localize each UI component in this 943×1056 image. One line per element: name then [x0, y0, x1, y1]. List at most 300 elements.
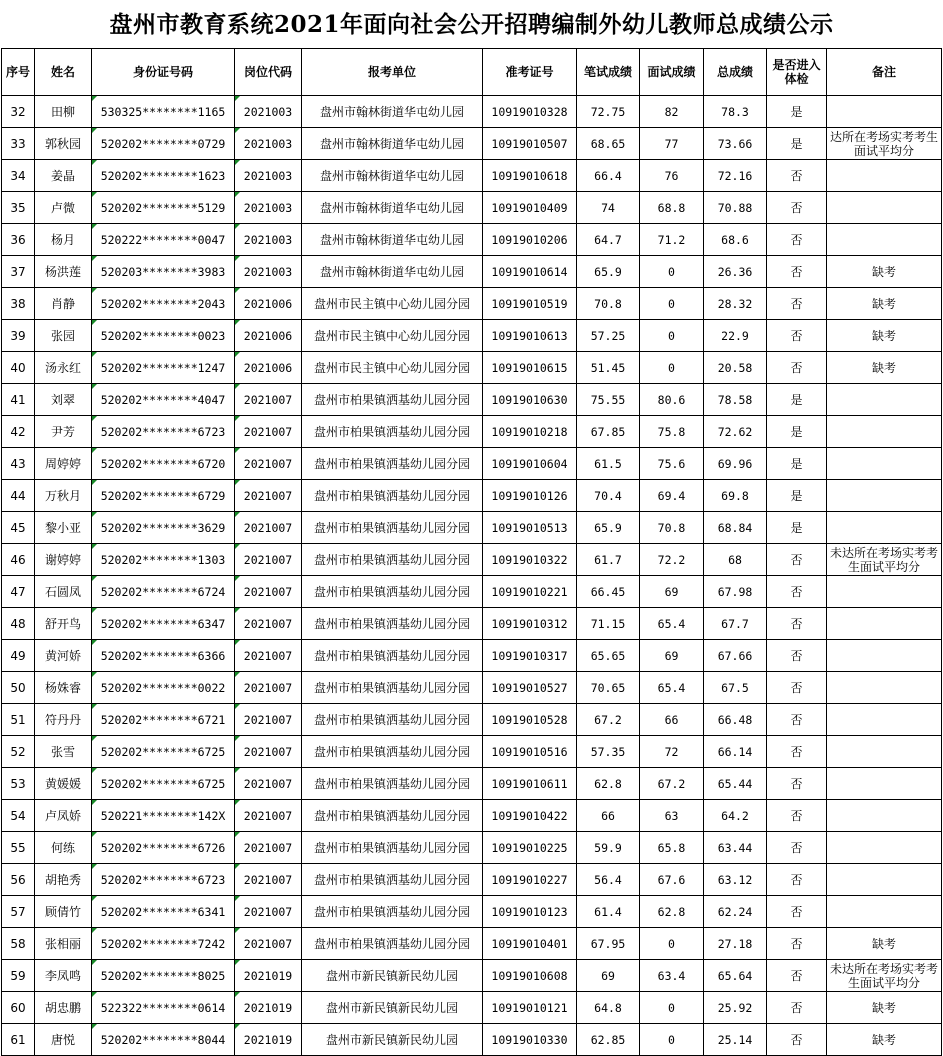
cell-post-code: 2021007: [235, 704, 302, 736]
table-row: [2, 160, 942, 192]
cell-written-score: 66.4: [577, 160, 640, 192]
cell-remark: 未达所在考场实考考生面试平均分: [827, 960, 942, 992]
cell-post-code: 2021003: [235, 128, 302, 160]
cell-written-score: 61.7: [577, 544, 640, 576]
cell-written-score: 67.95: [577, 928, 640, 960]
cell-unit: 盘州市柏果镇洒基幼儿园分园: [302, 768, 483, 800]
table-row: [2, 256, 942, 288]
cell-post-code: 2021007: [235, 544, 302, 576]
table-row: [2, 448, 942, 480]
cell-id-number: 520202********6725: [92, 768, 235, 800]
table-row: [2, 416, 942, 448]
cell-total-score: 26.36: [704, 256, 767, 288]
header-written-score: 笔试成绩: [577, 49, 640, 96]
cell-id-number: 520202********6347: [92, 608, 235, 640]
cell-remark: [827, 192, 942, 224]
cell-id-number: 520221********142X: [92, 800, 235, 832]
cell-unit: 盘州市柏果镇洒基幼儿园分园: [302, 512, 483, 544]
cell-exam-number: 10919010322: [483, 544, 577, 576]
table-row: [2, 608, 942, 640]
cell-medical-check: 是: [767, 448, 827, 480]
cell-name: 唐悦: [35, 1024, 92, 1056]
cell-post-code: 2021007: [235, 416, 302, 448]
cell-unit: 盘州市翰林街道华屯幼儿园: [302, 256, 483, 288]
cell-id-number: 520202********6723: [92, 416, 235, 448]
cell-unit: 盘州市柏果镇洒基幼儿园分园: [302, 864, 483, 896]
cell-unit: 盘州市柏果镇洒基幼儿园分园: [302, 800, 483, 832]
table-row: [2, 1024, 942, 1056]
cell-remark: [827, 160, 942, 192]
cell-index: 49: [2, 640, 35, 672]
cell-total-score: 70.88: [704, 192, 767, 224]
cell-index: 36: [2, 224, 35, 256]
cell-unit: 盘州市柏果镇洒基幼儿园分园: [302, 832, 483, 864]
cell-unit: 盘州市柏果镇洒基幼儿园分园: [302, 448, 483, 480]
cell-index: 55: [2, 832, 35, 864]
cell-written-score: 67.85: [577, 416, 640, 448]
cell-remark: [827, 416, 942, 448]
cell-unit: 盘州市民主镇中心幼儿园分园: [302, 288, 483, 320]
cell-interview-score: 69.4: [640, 480, 704, 512]
cell-written-score: 75.55: [577, 384, 640, 416]
header-interview-score: 面试成绩: [640, 49, 704, 96]
cell-interview-score: 0: [640, 352, 704, 384]
cell-id-number: 520202********6729: [92, 480, 235, 512]
cell-interview-score: 0: [640, 928, 704, 960]
cell-exam-number: 10919010225: [483, 832, 577, 864]
cell-name: 黎小亚: [35, 512, 92, 544]
cell-total-score: 66.48: [704, 704, 767, 736]
cell-written-score: 72.75: [577, 96, 640, 128]
cell-exam-number: 10919010328: [483, 96, 577, 128]
cell-interview-score: 63.4: [640, 960, 704, 992]
cell-index: 44: [2, 480, 35, 512]
cell-post-code: 2021007: [235, 576, 302, 608]
cell-name: 杨姝睿: [35, 672, 92, 704]
cell-id-number: 520202********8025: [92, 960, 235, 992]
cell-id-number: 520202********6366: [92, 640, 235, 672]
cell-interview-score: 82: [640, 96, 704, 128]
cell-total-score: 25.92: [704, 992, 767, 1024]
cell-name: 胡艳秀: [35, 864, 92, 896]
cell-post-code: 2021007: [235, 832, 302, 864]
cell-index: 58: [2, 928, 35, 960]
cell-remark: [827, 768, 942, 800]
cell-post-code: 2021003: [235, 160, 302, 192]
cell-medical-check: 否: [767, 960, 827, 992]
cell-written-score: 67.2: [577, 704, 640, 736]
cell-id-number: 520202********5129: [92, 192, 235, 224]
cell-total-score: 67.66: [704, 640, 767, 672]
cell-medical-check: 否: [767, 1024, 827, 1056]
cell-remark: [827, 224, 942, 256]
cell-id-number: 520202********6725: [92, 736, 235, 768]
cell-medical-check: 否: [767, 992, 827, 1024]
cell-remark: 达所在考场实考考生面试平均分: [827, 128, 942, 160]
cell-id-number: 520202********2043: [92, 288, 235, 320]
cell-id-number: 520202********3629: [92, 512, 235, 544]
cell-post-code: 2021003: [235, 96, 302, 128]
cell-total-score: 63.44: [704, 832, 767, 864]
cell-id-number: 520202********8044: [92, 1024, 235, 1056]
cell-total-score: 68: [704, 544, 767, 576]
table-row: [2, 896, 942, 928]
cell-index: 57: [2, 896, 35, 928]
cell-total-score: 68.84: [704, 512, 767, 544]
header-id-number: 身份证号码: [92, 49, 235, 96]
cell-index: 52: [2, 736, 35, 768]
cell-name: 杨月: [35, 224, 92, 256]
cell-written-score: 64.7: [577, 224, 640, 256]
cell-post-code: 2021007: [235, 608, 302, 640]
cell-unit: 盘州市柏果镇洒基幼儿园分园: [302, 896, 483, 928]
cell-remark: [827, 896, 942, 928]
cell-post-code: 2021019: [235, 960, 302, 992]
cell-interview-score: 75.8: [640, 416, 704, 448]
cell-post-code: 2021006: [235, 288, 302, 320]
cell-medical-check: 是: [767, 512, 827, 544]
cell-post-code: 2021007: [235, 864, 302, 896]
cell-medical-check: 否: [767, 864, 827, 896]
cell-remark: [827, 384, 942, 416]
cell-index: 59: [2, 960, 35, 992]
table-row: [2, 800, 942, 832]
cell-remark: 缺考: [827, 352, 942, 384]
cell-post-code: 2021007: [235, 896, 302, 928]
cell-remark: [827, 512, 942, 544]
cell-total-score: 62.24: [704, 896, 767, 928]
cell-medical-check: 是: [767, 96, 827, 128]
cell-index: 50: [2, 672, 35, 704]
cell-written-score: 74: [577, 192, 640, 224]
cell-interview-score: 72.2: [640, 544, 704, 576]
cell-index: 33: [2, 128, 35, 160]
cell-name: 卢微: [35, 192, 92, 224]
cell-written-score: 70.65: [577, 672, 640, 704]
cell-exam-number: 10919010614: [483, 256, 577, 288]
cell-unit: 盘州市柏果镇洒基幼儿园分园: [302, 672, 483, 704]
cell-remark: 缺考: [827, 288, 942, 320]
cell-medical-check: 否: [767, 640, 827, 672]
table-row: [2, 192, 942, 224]
cell-written-score: 66.45: [577, 576, 640, 608]
cell-interview-score: 0: [640, 992, 704, 1024]
table-row: [2, 928, 942, 960]
cell-index: 61: [2, 1024, 35, 1056]
cell-index: 47: [2, 576, 35, 608]
cell-exam-number: 10919010613: [483, 320, 577, 352]
cell-written-score: 61.5: [577, 448, 640, 480]
header-post-code: 岗位代码: [235, 49, 302, 96]
score-table: [1, 48, 942, 1056]
cell-written-score: 70.8: [577, 288, 640, 320]
cell-unit: 盘州市柏果镇洒基幼儿园分园: [302, 640, 483, 672]
table-row: [2, 288, 942, 320]
cell-id-number: 530325********1165: [92, 96, 235, 128]
cell-unit: 盘州市柏果镇洒基幼儿园分园: [302, 384, 483, 416]
cell-exam-number: 10919010126: [483, 480, 577, 512]
cell-exam-number: 10919010604: [483, 448, 577, 480]
cell-post-code: 2021007: [235, 928, 302, 960]
cell-unit: 盘州市柏果镇洒基幼儿园分园: [302, 928, 483, 960]
cell-post-code: 2021003: [235, 192, 302, 224]
cell-id-number: 520202********0023: [92, 320, 235, 352]
table-row: [2, 672, 942, 704]
cell-exam-number: 10919010123: [483, 896, 577, 928]
cell-remark: [827, 640, 942, 672]
cell-remark: [827, 576, 942, 608]
header-name: 姓名: [35, 49, 92, 96]
cell-written-score: 66: [577, 800, 640, 832]
cell-name: 石圆凤: [35, 576, 92, 608]
cell-index: 60: [2, 992, 35, 1024]
cell-written-score: 64.8: [577, 992, 640, 1024]
cell-total-score: 28.32: [704, 288, 767, 320]
cell-name: 万秋月: [35, 480, 92, 512]
cell-id-number: 520202********1303: [92, 544, 235, 576]
cell-name: 尹芳: [35, 416, 92, 448]
cell-exam-number: 10919010611: [483, 768, 577, 800]
cell-written-score: 61.4: [577, 896, 640, 928]
cell-total-score: 65.44: [704, 768, 767, 800]
cell-written-score: 71.15: [577, 608, 640, 640]
cell-index: 42: [2, 416, 35, 448]
cell-id-number: 520202********1247: [92, 352, 235, 384]
cell-interview-score: 68.8: [640, 192, 704, 224]
table-row: [2, 544, 942, 576]
cell-medical-check: 否: [767, 288, 827, 320]
cell-total-score: 67.5: [704, 672, 767, 704]
cell-written-score: 65.9: [577, 256, 640, 288]
cell-remark: [827, 800, 942, 832]
cell-exam-number: 10919010528: [483, 704, 577, 736]
cell-name: 舒开鸟: [35, 608, 92, 640]
table-row: [2, 864, 942, 896]
cell-exam-number: 10919010513: [483, 512, 577, 544]
cell-medical-check: 否: [767, 256, 827, 288]
cell-name: 黄媛媛: [35, 768, 92, 800]
cell-index: 51: [2, 704, 35, 736]
cell-medical-check: 否: [767, 704, 827, 736]
cell-id-number: 520202********6721: [92, 704, 235, 736]
table-row: [2, 704, 942, 736]
cell-exam-number: 10919010608: [483, 960, 577, 992]
cell-total-score: 67.98: [704, 576, 767, 608]
cell-index: 54: [2, 800, 35, 832]
cell-post-code: 2021019: [235, 1024, 302, 1056]
cell-post-code: 2021006: [235, 352, 302, 384]
cell-name: 符丹丹: [35, 704, 92, 736]
cell-id-number: 520202********7242: [92, 928, 235, 960]
cell-index: 34: [2, 160, 35, 192]
cell-total-score: 69.96: [704, 448, 767, 480]
cell-interview-score: 67.6: [640, 864, 704, 896]
cell-interview-score: 0: [640, 1024, 704, 1056]
cell-remark: [827, 608, 942, 640]
cell-post-code: 2021007: [235, 640, 302, 672]
table-row: [2, 512, 942, 544]
cell-medical-check: 否: [767, 576, 827, 608]
cell-unit: 盘州市柏果镇洒基幼儿园分园: [302, 416, 483, 448]
cell-unit: 盘州市翰林街道华屯幼儿园: [302, 160, 483, 192]
cell-unit: 盘州市翰林街道华屯幼儿园: [302, 192, 483, 224]
cell-interview-score: 76: [640, 160, 704, 192]
cell-exam-number: 10919010312: [483, 608, 577, 640]
cell-total-score: 78.58: [704, 384, 767, 416]
cell-id-number: 520202********0022: [92, 672, 235, 704]
cell-interview-score: 0: [640, 256, 704, 288]
cell-name: 刘翠: [35, 384, 92, 416]
cell-unit: 盘州市新民镇新民幼儿园: [302, 1024, 483, 1056]
cell-index: 40: [2, 352, 35, 384]
cell-exam-number: 10919010618: [483, 160, 577, 192]
cell-written-score: 51.45: [577, 352, 640, 384]
cell-written-score: 59.9: [577, 832, 640, 864]
cell-medical-check: 是: [767, 480, 827, 512]
cell-total-score: 27.18: [704, 928, 767, 960]
cell-exam-number: 10919010330: [483, 1024, 577, 1056]
cell-name: 张园: [35, 320, 92, 352]
cell-name: 顾倩竹: [35, 896, 92, 928]
cell-name: 黄河娇: [35, 640, 92, 672]
cell-id-number: 520202********1623: [92, 160, 235, 192]
cell-exam-number: 10919010507: [483, 128, 577, 160]
cell-unit: 盘州市柏果镇洒基幼儿园分园: [302, 480, 483, 512]
cell-name: 谢婷婷: [35, 544, 92, 576]
cell-remark: [827, 672, 942, 704]
cell-name: 李凤鸣: [35, 960, 92, 992]
cell-exam-number: 10919010630: [483, 384, 577, 416]
cell-unit: 盘州市新民镇新民幼儿园: [302, 960, 483, 992]
cell-id-number: 520202********6723: [92, 864, 235, 896]
cell-post-code: 2021019: [235, 992, 302, 1024]
cell-exam-number: 10919010409: [483, 192, 577, 224]
cell-post-code: 2021007: [235, 800, 302, 832]
cell-id-number: 520202********6726: [92, 832, 235, 864]
cell-id-number: 520202********6341: [92, 896, 235, 928]
cell-total-score: 66.14: [704, 736, 767, 768]
cell-medical-check: 否: [767, 896, 827, 928]
cell-remark: 缺考: [827, 992, 942, 1024]
table-row: [2, 352, 942, 384]
cell-index: 48: [2, 608, 35, 640]
cell-total-score: 72.62: [704, 416, 767, 448]
cell-exam-number: 10919010422: [483, 800, 577, 832]
cell-total-score: 22.9: [704, 320, 767, 352]
cell-unit: 盘州市柏果镇洒基幼儿园分园: [302, 736, 483, 768]
cell-post-code: 2021007: [235, 480, 302, 512]
cell-remark: [827, 832, 942, 864]
cell-remark: [827, 480, 942, 512]
cell-medical-check: 否: [767, 320, 827, 352]
cell-remark: [827, 704, 942, 736]
cell-total-score: 69.8: [704, 480, 767, 512]
cell-unit: 盘州市柏果镇洒基幼儿园分园: [302, 544, 483, 576]
cell-post-code: 2021007: [235, 768, 302, 800]
cell-id-number: 520202********6724: [92, 576, 235, 608]
table-header-row: [2, 49, 942, 96]
cell-unit: 盘州市柏果镇洒基幼儿园分园: [302, 608, 483, 640]
cell-name: 卢凤娇: [35, 800, 92, 832]
cell-medical-check: 是: [767, 384, 827, 416]
cell-exam-number: 10919010615: [483, 352, 577, 384]
cell-exam-number: 10919010527: [483, 672, 577, 704]
cell-name: 肖静: [35, 288, 92, 320]
cell-exam-number: 10919010221: [483, 576, 577, 608]
cell-written-score: 65.9: [577, 512, 640, 544]
cell-exam-number: 10919010218: [483, 416, 577, 448]
table-row: [2, 384, 942, 416]
cell-medical-check: 否: [767, 768, 827, 800]
cell-written-score: 65.65: [577, 640, 640, 672]
cell-unit: 盘州市民主镇中心幼儿园分园: [302, 352, 483, 384]
cell-name: 何练: [35, 832, 92, 864]
header-unit: 报考单位: [302, 49, 483, 96]
cell-remark: 未达所在考场实考考生面试平均分: [827, 544, 942, 576]
table-row: [2, 480, 942, 512]
cell-remark: [827, 96, 942, 128]
cell-written-score: 62.85: [577, 1024, 640, 1056]
cell-medical-check: 否: [767, 544, 827, 576]
cell-interview-score: 67.2: [640, 768, 704, 800]
cell-total-score: 20.58: [704, 352, 767, 384]
cell-name: 周婷婷: [35, 448, 92, 480]
cell-index: 37: [2, 256, 35, 288]
cell-exam-number: 10919010206: [483, 224, 577, 256]
cell-exam-number: 10919010401: [483, 928, 577, 960]
cell-index: 43: [2, 448, 35, 480]
table-body: [2, 96, 942, 1056]
cell-medical-check: 否: [767, 192, 827, 224]
cell-interview-score: 0: [640, 288, 704, 320]
cell-post-code: 2021006: [235, 320, 302, 352]
table-row: [2, 736, 942, 768]
cell-remark: 缺考: [827, 1024, 942, 1056]
cell-id-number: 520202********4047: [92, 384, 235, 416]
table-row: [2, 128, 942, 160]
cell-remark: 缺考: [827, 928, 942, 960]
header-medical-check: 是否进入体检: [767, 49, 827, 96]
cell-interview-score: 65.8: [640, 832, 704, 864]
cell-medical-check: 否: [767, 672, 827, 704]
cell-total-score: 25.14: [704, 1024, 767, 1056]
cell-index: 46: [2, 544, 35, 576]
cell-index: 39: [2, 320, 35, 352]
cell-written-score: 69: [577, 960, 640, 992]
cell-remark: 缺考: [827, 256, 942, 288]
table-row: [2, 992, 942, 1024]
cell-interview-score: 77: [640, 128, 704, 160]
cell-medical-check: 是: [767, 128, 827, 160]
cell-name: 张相丽: [35, 928, 92, 960]
cell-exam-number: 10919010317: [483, 640, 577, 672]
cell-interview-score: 71.2: [640, 224, 704, 256]
cell-index: 35: [2, 192, 35, 224]
cell-post-code: 2021007: [235, 448, 302, 480]
cell-total-score: 63.12: [704, 864, 767, 896]
cell-exam-number: 10919010227: [483, 864, 577, 896]
cell-total-score: 72.16: [704, 160, 767, 192]
table-row: [2, 576, 942, 608]
cell-name: 田柳: [35, 96, 92, 128]
cell-interview-score: 72: [640, 736, 704, 768]
cell-remark: 缺考: [827, 320, 942, 352]
cell-id-number: 520222********0047: [92, 224, 235, 256]
cell-total-score: 78.3: [704, 96, 767, 128]
table-row: [2, 768, 942, 800]
cell-post-code: 2021003: [235, 256, 302, 288]
cell-total-score: 68.6: [704, 224, 767, 256]
